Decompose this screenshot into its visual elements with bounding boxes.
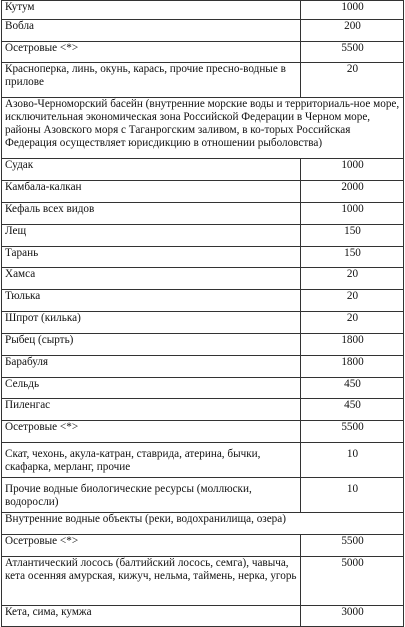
value-cell: 20 <box>301 290 404 312</box>
table-row <box>2 356 404 378</box>
table-row <box>2 203 404 225</box>
species-name-cell: Вобла <box>2 20 301 42</box>
species-name-cell: Камбала-калкан <box>2 181 301 203</box>
table-row <box>2 312 404 334</box>
species-name-cell: Пиленгас <box>2 399 301 421</box>
value-cell: 5500 <box>301 535 404 557</box>
table-row <box>2 290 404 312</box>
table-row <box>2 181 404 203</box>
value-cell: 1800 <box>301 334 404 356</box>
species-name-cell: Атлантический лосось (балтийский лосось, семга), чавыча, кета осенняя амурская, кижуч, нельма, таймень, нерка, угорь <box>2 557 301 606</box>
section-header-row <box>2 513 404 535</box>
table-row <box>2 606 404 627</box>
value-cell: 1800 <box>301 356 404 378</box>
table-row <box>2 557 404 606</box>
table-row <box>2 225 404 247</box>
species-name-cell: Тюлька <box>2 290 301 312</box>
catch-value-table <box>1 0 404 627</box>
species-name-cell: Скат, чехонь, акула-катран, ставрида, атерина, бычки, скафарка, мерланг, прочие <box>2 443 301 478</box>
value-cell: 20 <box>301 268 404 290</box>
table-row <box>2 159 404 181</box>
species-name-cell: Судак <box>2 159 301 181</box>
table-row <box>2 421 404 443</box>
species-name-cell: Лещ <box>2 225 301 247</box>
species-name-cell: Хамса <box>2 268 301 290</box>
table-body <box>2 1 404 627</box>
value-cell: 5500 <box>301 42 404 63</box>
species-name-cell: Кутум <box>2 1 301 20</box>
table-row <box>2 268 404 290</box>
value-cell: 450 <box>301 399 404 421</box>
value-cell: 2000 <box>301 181 404 203</box>
table-row <box>2 63 404 98</box>
table-row <box>2 478 404 513</box>
section-heading: Азово-Черноморский басейн (внутренние морские воды и территориаль-ное море, исключительная экономическая зона Российской Федерации в Черном море, районы Азовского моря с Таганрогским заливом, в ко-торых Российская Федерация осуществляет юрисдикцию в отношении рыболовства) <box>2 98 404 159</box>
section-heading: Внутренние водные объекты (реки, водохранилища, озера) <box>2 513 404 535</box>
species-name-cell: Сельдь <box>2 378 301 399</box>
table-row <box>2 1 404 20</box>
value-cell: 1000 <box>301 159 404 181</box>
species-name-cell: Шпрот (килька) <box>2 312 301 334</box>
species-name-cell: Осетровые <*> <box>2 421 301 443</box>
value-cell: 150 <box>301 225 404 247</box>
table-row <box>2 334 404 356</box>
table-row <box>2 378 404 399</box>
table-row <box>2 443 404 478</box>
value-cell: 450 <box>301 378 404 399</box>
value-cell: 10 <box>301 443 404 478</box>
value-cell: 20 <box>301 63 404 98</box>
value-cell: 10 <box>301 478 404 513</box>
species-name-cell: Осетровые <*> <box>2 535 301 557</box>
species-name-cell: Осетровые <*> <box>2 42 301 63</box>
value-cell: 20 <box>301 312 404 334</box>
section-header-row <box>2 98 404 159</box>
table-row <box>2 42 404 63</box>
table-row <box>2 20 404 42</box>
species-name-cell: Тарань <box>2 247 301 268</box>
value-cell: 1000 <box>301 203 404 225</box>
species-name-cell: Кета, сима, кумжа <box>2 606 301 627</box>
species-name-cell: Барабуля <box>2 356 301 378</box>
value-cell: 5000 <box>301 557 404 606</box>
species-name-cell: Красноперка, линь, окунь, карась, прочие пресно-водные в прилове <box>2 63 301 98</box>
value-cell: 3000 <box>301 606 404 627</box>
table-row <box>2 399 404 421</box>
table-row <box>2 535 404 557</box>
value-cell: 150 <box>301 247 404 268</box>
species-name-cell: Кефаль всех видов <box>2 203 301 225</box>
value-cell: 5500 <box>301 421 404 443</box>
table-row <box>2 247 404 268</box>
species-name-cell: Прочие водные биологические ресурсы (моллюски, водоросли) <box>2 478 301 513</box>
value-cell: 200 <box>301 20 404 42</box>
species-name-cell: Рыбец (сырть) <box>2 334 301 356</box>
value-cell: 1000 <box>301 1 404 20</box>
